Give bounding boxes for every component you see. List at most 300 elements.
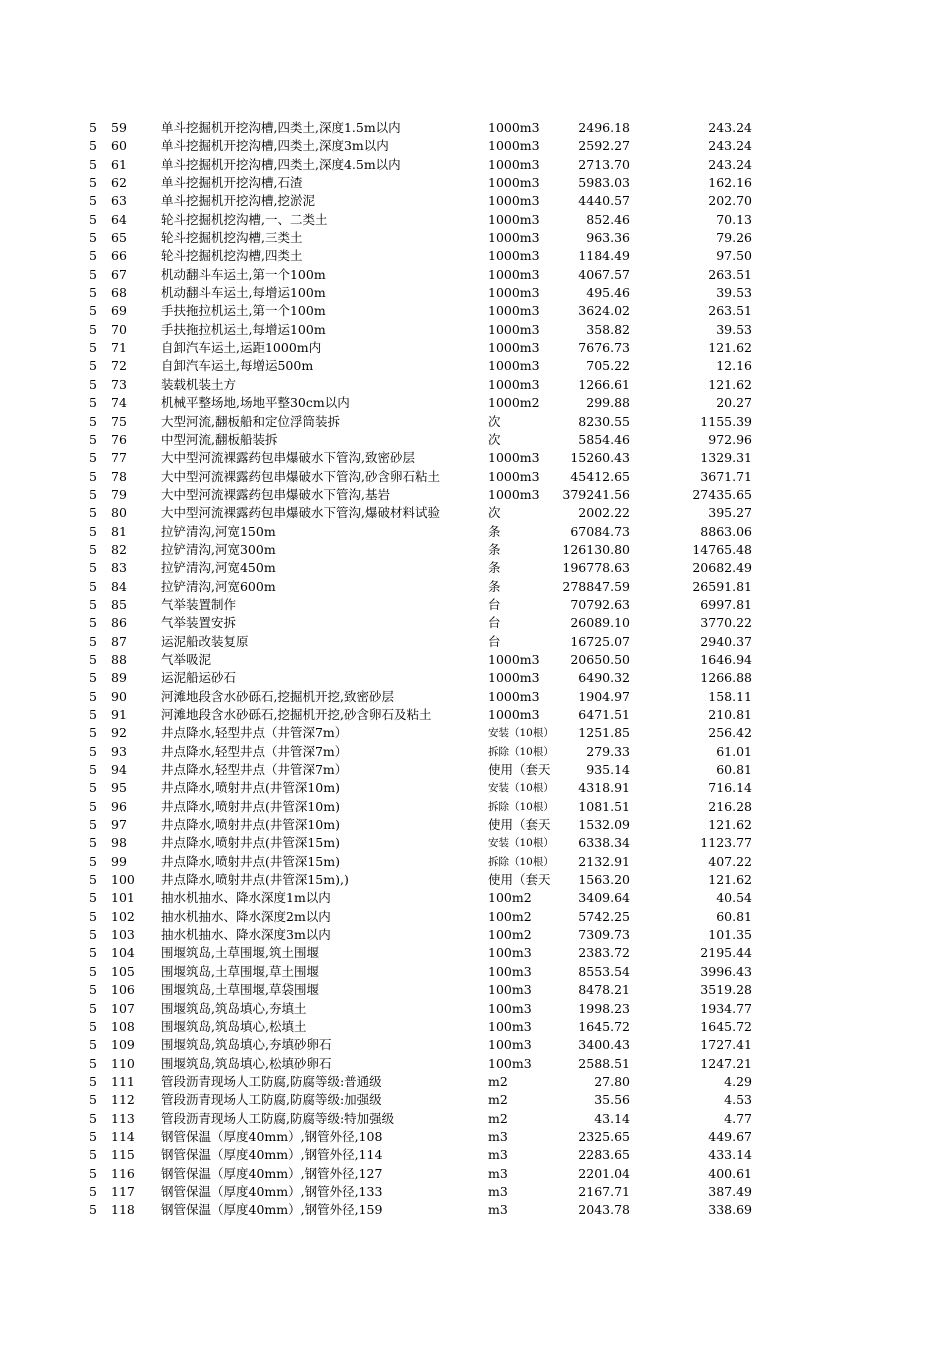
labor-cost-cell: 1247.21 — [700, 1055, 752, 1071]
base-price-cell: 67084.73 — [570, 523, 630, 539]
section-cell: 5 — [89, 1073, 97, 1089]
section-cell: 5 — [89, 285, 97, 301]
table-row — [0, 1165, 950, 1183]
table-row — [0, 596, 950, 614]
table-row — [0, 523, 950, 541]
base-price-cell: 1904.97 — [578, 688, 630, 704]
unit-cell: 100m3 — [488, 945, 532, 961]
section-cell: 5 — [89, 1110, 97, 1126]
labor-cost-cell: 338.69 — [708, 1202, 752, 1218]
item-number-cell: 73 — [111, 376, 127, 392]
item-number-cell: 86 — [111, 615, 127, 631]
unit-cell: 条 — [488, 523, 501, 539]
base-price-cell: 5983.03 — [578, 175, 630, 191]
section-cell: 5 — [89, 743, 97, 759]
unit-cell: 1000m3 — [488, 486, 540, 502]
labor-cost-cell: 26591.81 — [692, 578, 752, 594]
section-cell: 5 — [89, 358, 97, 374]
section-cell: 5 — [89, 982, 97, 998]
item-name-cell: 钢管保温（厚度40mm）,钢管外径,159 — [161, 1202, 383, 1218]
base-price-cell: 2002.22 — [578, 505, 630, 521]
table-row — [0, 1055, 950, 1073]
section-cell: 5 — [89, 211, 97, 227]
table-row — [0, 1146, 950, 1164]
table-row — [0, 651, 950, 669]
labor-cost-cell: 60.81 — [716, 762, 752, 778]
table-row — [0, 1000, 950, 1018]
base-price-cell: 2588.51 — [578, 1055, 630, 1071]
unit-cell: 1000m3 — [488, 688, 540, 704]
item-name-cell: 围堰筑岛,筑岛填心,松填土 — [161, 1018, 307, 1034]
base-price-cell: 20650.50 — [570, 651, 630, 667]
labor-cost-cell: 243.24 — [708, 156, 752, 172]
item-name-cell: 单斗挖掘机开挖沟槽,四类土,深度1.5m以内 — [161, 120, 401, 135]
item-name-cell: 围堰筑岛,筑岛填心,夯填砂卵石 — [161, 1037, 332, 1053]
item-number-cell: 81 — [111, 523, 127, 539]
unit-cell: m2 — [488, 1110, 508, 1126]
item-number-cell: 80 — [111, 505, 127, 521]
table-row — [0, 853, 950, 871]
item-number-cell: 65 — [111, 230, 127, 246]
section-cell: 5 — [89, 376, 97, 392]
unit-cell: 1000m3 — [488, 321, 540, 337]
item-name-cell: 河滩地段含水砂砾石,挖掘机开挖,砂含卵石及粘土 — [161, 707, 432, 722]
table-row — [0, 266, 950, 284]
table-row — [0, 633, 950, 651]
unit-cell: m2 — [488, 1092, 508, 1108]
unit-cell: m3 — [488, 1165, 508, 1181]
base-price-cell: 2043.78 — [578, 1202, 630, 1218]
unit-cell: m3 — [488, 1202, 508, 1218]
labor-cost-cell: 1646.94 — [700, 651, 752, 667]
item-number-cell: 115 — [111, 1147, 135, 1163]
table-row — [0, 468, 950, 486]
item-name-cell: 单斗挖掘机开挖沟槽,石渣 — [161, 175, 303, 191]
labor-cost-cell: 1123.77 — [700, 835, 752, 851]
table-row — [0, 247, 950, 265]
labor-cost-cell: 1155.39 — [700, 413, 752, 429]
item-number-cell: 62 — [111, 175, 127, 191]
item-number-cell: 59 — [111, 120, 127, 135]
item-number-cell: 97 — [111, 817, 127, 833]
base-price-cell: 3409.64 — [578, 890, 630, 906]
item-name-cell: 大中型河流裸露药包串爆破水下管沟,基岩 — [161, 486, 390, 502]
item-name-cell: 围堰筑岛,筑岛填心,松填砂卵石 — [161, 1055, 332, 1071]
item-number-cell: 75 — [111, 413, 127, 429]
item-name-cell: 大中型河流裸露药包串爆破水下管沟,爆破材料试验 — [161, 505, 440, 521]
section-cell: 5 — [89, 395, 97, 411]
labor-cost-cell: 3671.71 — [700, 468, 752, 484]
item-number-cell: 104 — [111, 945, 135, 961]
labor-cost-cell: 70.13 — [716, 211, 752, 227]
table-row — [0, 174, 950, 192]
section-cell: 5 — [89, 266, 97, 282]
section-cell: 5 — [89, 340, 97, 356]
item-number-cell: 84 — [111, 578, 127, 594]
item-name-cell: 抽水机抽水、降水深度3m以内 — [161, 927, 331, 943]
base-price-cell: 1645.72 — [578, 1018, 630, 1034]
table-row — [0, 1018, 950, 1036]
base-price-cell: 279.33 — [586, 743, 630, 759]
labor-cost-cell: 121.62 — [708, 376, 752, 392]
item-number-cell: 93 — [111, 743, 127, 759]
unit-cell: m2 — [488, 1073, 508, 1089]
item-number-cell: 111 — [111, 1073, 135, 1089]
item-number-cell: 70 — [111, 321, 127, 337]
base-price-cell: 8230.55 — [578, 413, 630, 429]
labor-cost-cell: 449.67 — [708, 1128, 752, 1144]
table-row — [0, 1091, 950, 1109]
unit-cell: 安装（10根） — [488, 727, 554, 740]
item-name-cell: 自卸汽车运土,运距1000m内 — [161, 340, 322, 356]
unit-cell: 100m3 — [488, 963, 532, 979]
item-name-cell: 轮斗挖掘机挖沟槽,四类土 — [161, 248, 303, 264]
unit-cell: 次 — [488, 431, 501, 447]
unit-cell: 使用（套天 — [488, 817, 551, 833]
table-row — [0, 449, 950, 467]
base-price-cell: 45412.65 — [570, 468, 630, 484]
section-cell: 5 — [89, 615, 97, 631]
unit-cell: m3 — [488, 1147, 508, 1163]
labor-cost-cell: 14765.48 — [692, 541, 752, 557]
item-name-cell: 气举装置制作 — [161, 596, 237, 612]
item-number-cell: 94 — [111, 762, 127, 778]
item-name-cell: 井点降水,轻型井点（井管深7m） — [161, 762, 348, 778]
labor-cost-cell: 400.61 — [708, 1165, 752, 1181]
unit-cell: 100m3 — [488, 1037, 532, 1053]
item-number-cell: 68 — [111, 285, 127, 301]
item-name-cell: 单斗挖掘机开挖沟槽,挖淤泥 — [161, 193, 315, 209]
section-cell: 5 — [89, 138, 97, 154]
base-price-cell: 126130.80 — [562, 541, 630, 557]
item-number-cell: 101 — [111, 890, 135, 906]
base-price-cell: 495.46 — [586, 285, 630, 301]
section-cell: 5 — [89, 156, 97, 172]
unit-cell: 1000m3 — [488, 707, 540, 722]
labor-cost-cell: 263.51 — [708, 303, 752, 319]
unit-cell: 条 — [488, 560, 501, 576]
item-name-cell: 轮斗挖掘机挖沟槽,三类土 — [161, 230, 303, 246]
table-row — [0, 394, 950, 412]
item-number-cell: 103 — [111, 927, 135, 943]
labor-cost-cell: 263.51 — [708, 266, 752, 282]
item-name-cell: 中型河流,翻板船装拆 — [161, 431, 278, 447]
base-price-cell: 2167.71 — [578, 1183, 630, 1199]
base-price-cell: 2325.65 — [578, 1128, 630, 1144]
item-name-cell: 手扶拖拉机运土,第一个100m — [161, 303, 326, 319]
base-price-cell: 27.80 — [594, 1073, 630, 1089]
table-row — [0, 944, 950, 962]
item-name-cell: 管段沥青现场人工防腐,防腐等级:特加强级 — [161, 1110, 395, 1126]
item-name-cell: 井点降水,轻型井点（井管深7m） — [161, 743, 348, 759]
unit-cell: 100m3 — [488, 1018, 532, 1034]
base-price-cell: 7676.73 — [578, 340, 630, 356]
section-cell: 5 — [89, 1018, 97, 1034]
item-name-cell: 钢管保温（厚度40mm）,钢管外径,133 — [161, 1183, 383, 1199]
labor-cost-cell: 2940.37 — [700, 633, 752, 649]
labor-cost-cell: 243.24 — [708, 120, 752, 135]
item-name-cell: 气举吸泥 — [161, 651, 212, 667]
base-price-cell: 7309.73 — [578, 927, 630, 943]
section-cell: 5 — [89, 1165, 97, 1181]
base-price-cell: 1998.23 — [578, 1000, 630, 1016]
section-cell: 5 — [89, 1092, 97, 1108]
item-name-cell: 管段沥青现场人工防腐,防腐等级:普通级 — [161, 1073, 382, 1089]
table-row — [0, 963, 950, 981]
base-price-cell: 26089.10 — [570, 615, 630, 631]
item-name-cell: 单斗挖掘机开挖沟槽,四类土,深度4.5m以内 — [161, 156, 401, 172]
base-price-cell: 2713.70 — [578, 156, 630, 172]
section-cell: 5 — [89, 835, 97, 851]
table-row — [0, 1183, 950, 1201]
section-cell: 5 — [89, 120, 97, 135]
base-price-cell: 4318.91 — [578, 780, 630, 796]
item-number-cell: 105 — [111, 963, 135, 979]
item-number-cell: 61 — [111, 156, 127, 172]
unit-cell: 台 — [488, 596, 501, 612]
base-price-cell: 379241.56 — [562, 486, 630, 502]
labor-cost-cell: 3996.43 — [700, 963, 752, 979]
section-cell: 5 — [89, 762, 97, 778]
section-cell: 5 — [89, 1147, 97, 1163]
labor-cost-cell: 79.26 — [716, 230, 752, 246]
item-number-cell: 98 — [111, 835, 127, 851]
unit-cell: 1000m3 — [488, 266, 540, 282]
base-price-cell: 1563.20 — [578, 872, 630, 888]
labor-cost-cell: 20.27 — [716, 395, 752, 411]
labor-cost-cell: 387.49 — [708, 1183, 752, 1199]
item-name-cell: 运泥船运砂石 — [161, 670, 237, 686]
section-cell: 5 — [89, 413, 97, 429]
table-row — [0, 486, 950, 504]
section-cell: 5 — [89, 1183, 97, 1199]
item-name-cell: 自卸汽车运土,每增运500m — [161, 358, 314, 374]
table-row — [0, 871, 950, 889]
table-row — [0, 779, 950, 797]
item-number-cell: 76 — [111, 431, 127, 447]
section-cell: 5 — [89, 1128, 97, 1144]
item-name-cell: 围堰筑岛,筑岛填心,夯填土 — [161, 1000, 307, 1016]
section-cell: 5 — [89, 798, 97, 814]
unit-cell: 1000m3 — [488, 450, 540, 466]
labor-cost-cell: 1934.77 — [700, 1000, 752, 1016]
labor-cost-cell: 256.42 — [708, 725, 752, 741]
section-cell: 5 — [89, 248, 97, 264]
section-cell: 5 — [89, 230, 97, 246]
base-price-cell: 278847.59 — [562, 578, 630, 594]
table-row — [0, 798, 950, 816]
unit-cell: 1000m3 — [488, 376, 540, 392]
unit-cell: 100m2 — [488, 908, 532, 924]
labor-cost-cell: 121.62 — [708, 817, 752, 833]
unit-cell: 拆除（10根） — [488, 855, 554, 868]
base-price-cell: 2592.27 — [578, 138, 630, 154]
labor-cost-cell: 1329.31 — [700, 450, 752, 466]
table-row — [0, 1110, 950, 1128]
table-row — [0, 889, 950, 907]
item-name-cell: 井点降水,喷射井点(井管深15m),) — [161, 872, 349, 888]
section-cell: 5 — [89, 963, 97, 979]
unit-cell: 拆除（10根） — [488, 745, 554, 758]
unit-cell: 次 — [488, 413, 501, 429]
unit-cell: 1000m3 — [488, 175, 540, 191]
labor-cost-cell: 39.53 — [716, 285, 752, 301]
item-number-cell: 108 — [111, 1018, 135, 1034]
base-price-cell: 2283.65 — [578, 1147, 630, 1163]
item-name-cell: 抽水机抽水、降水深度2m以内 — [161, 908, 331, 924]
item-name-cell: 机动翻斗车运土,每增运100m — [161, 285, 326, 301]
item-number-cell: 116 — [111, 1165, 135, 1181]
unit-cell: 1000m3 — [488, 303, 540, 319]
item-number-cell: 89 — [111, 670, 127, 686]
unit-cell: 1000m3 — [488, 670, 540, 686]
table-row — [0, 431, 950, 449]
table-row — [0, 761, 950, 779]
labor-cost-cell: 1727.41 — [700, 1037, 752, 1053]
item-name-cell: 大中型河流裸露药包串爆破水下管沟,砂含卵石粘土 — [161, 468, 440, 484]
unit-cell: 使用（套天 — [488, 872, 551, 888]
base-price-cell: 43.14 — [594, 1110, 630, 1126]
labor-cost-cell: 27435.65 — [692, 486, 752, 502]
item-number-cell: 102 — [111, 908, 135, 924]
base-price-cell: 8478.21 — [578, 982, 630, 998]
item-number-cell: 91 — [111, 707, 127, 722]
item-number-cell: 107 — [111, 1000, 135, 1016]
table-row — [0, 1128, 950, 1146]
table-row — [0, 229, 950, 247]
base-price-cell: 35.56 — [594, 1092, 630, 1108]
base-price-cell: 6490.32 — [578, 670, 630, 686]
item-number-cell: 117 — [111, 1183, 135, 1199]
section-cell: 5 — [89, 596, 97, 612]
item-number-cell: 82 — [111, 541, 127, 557]
labor-cost-cell: 243.24 — [708, 138, 752, 154]
table-row — [0, 192, 950, 210]
item-name-cell: 抽水机抽水、降水深度1m以内 — [161, 890, 331, 906]
item-number-cell: 74 — [111, 395, 127, 411]
item-number-cell: 112 — [111, 1092, 135, 1108]
labor-cost-cell: 6997.81 — [700, 596, 752, 612]
item-name-cell: 围堰筑岛,土草围堰,筑土围堰 — [161, 945, 319, 961]
section-cell: 5 — [89, 707, 97, 722]
table-row — [0, 743, 950, 761]
unit-cell: 1000m3 — [488, 138, 540, 154]
section-cell: 5 — [89, 872, 97, 888]
labor-cost-cell: 40.54 — [716, 890, 752, 906]
item-name-cell: 围堰筑岛,土草围堰,草袋围堰 — [161, 982, 319, 998]
table-row — [0, 211, 950, 229]
labor-cost-cell: 39.53 — [716, 321, 752, 337]
unit-cell: m3 — [488, 1183, 508, 1199]
section-cell: 5 — [89, 431, 97, 447]
base-price-cell: 6471.51 — [578, 707, 630, 722]
item-name-cell: 钢管保温（厚度40mm）,钢管外径,114 — [161, 1147, 383, 1163]
unit-cell: 1000m3 — [488, 193, 540, 209]
table-row — [0, 834, 950, 852]
unit-cell: 1000m3 — [488, 651, 540, 667]
unit-cell: 条 — [488, 578, 501, 594]
labor-cost-cell: 20682.49 — [692, 560, 752, 576]
section-cell: 5 — [89, 505, 97, 521]
labor-cost-cell: 1645.72 — [700, 1018, 752, 1034]
unit-cell: 安装（10根） — [488, 837, 554, 850]
item-name-cell: 拉铲清沟,河宽450m — [161, 560, 276, 576]
section-cell: 5 — [89, 523, 97, 539]
labor-cost-cell: 4.29 — [724, 1073, 752, 1089]
item-name-cell: 大中型河流裸露药包串爆破水下管沟,致密砂层 — [161, 450, 415, 466]
item-name-cell: 装载机装土方 — [161, 376, 237, 392]
labor-cost-cell: 121.62 — [708, 872, 752, 888]
item-name-cell: 手扶拖拉机运土,每增运100m — [161, 321, 326, 337]
unit-cell: 1000m3 — [488, 248, 540, 264]
table-row — [0, 724, 950, 742]
item-number-cell: 88 — [111, 651, 127, 667]
table-row — [0, 137, 950, 155]
base-price-cell: 70792.63 — [570, 596, 630, 612]
section-cell: 5 — [89, 541, 97, 557]
item-name-cell: 河滩地段含水砂砾石,挖掘机开挖,致密砂层 — [161, 688, 394, 704]
item-name-cell: 拉铲清沟,河宽150m — [161, 523, 276, 539]
labor-cost-cell: 60.81 — [716, 908, 752, 924]
item-name-cell: 机动翻斗车运土,第一个100m — [161, 266, 326, 282]
unit-cell: 1000m2 — [488, 395, 540, 411]
item-number-cell: 90 — [111, 688, 127, 704]
base-price-cell: 705.22 — [586, 358, 630, 374]
item-number-cell: 79 — [111, 486, 127, 502]
item-number-cell: 106 — [111, 982, 135, 998]
item-number-cell: 100 — [111, 872, 135, 888]
table-row — [0, 504, 950, 522]
item-number-cell: 78 — [111, 468, 127, 484]
labor-cost-cell: 395.27 — [708, 505, 752, 521]
unit-cell: 1000m3 — [488, 468, 540, 484]
section-cell: 5 — [89, 1037, 97, 1053]
unit-cell: 100m3 — [488, 1055, 532, 1071]
unit-cell: 1000m3 — [488, 156, 540, 172]
section-cell: 5 — [89, 560, 97, 576]
item-name-cell: 井点降水,喷射井点(井管深15m) — [161, 835, 340, 851]
base-price-cell: 196778.63 — [562, 560, 630, 576]
item-number-cell: 69 — [111, 303, 127, 319]
labor-cost-cell: 202.70 — [708, 193, 752, 209]
base-price-cell: 5742.25 — [578, 908, 630, 924]
base-price-cell: 935.14 — [586, 762, 630, 778]
unit-cell: 100m2 — [488, 890, 532, 906]
base-price-cell: 15260.43 — [570, 450, 630, 466]
section-cell: 5 — [89, 578, 97, 594]
item-name-cell: 井点降水,喷射井点(井管深10m) — [161, 780, 340, 796]
item-name-cell: 管段沥青现场人工防腐,防腐等级:加强级 — [161, 1092, 382, 1108]
section-cell: 5 — [89, 486, 97, 502]
labor-cost-cell: 101.35 — [708, 927, 752, 943]
unit-cell: 拆除（10根） — [488, 800, 554, 813]
base-price-cell: 8553.54 — [578, 963, 630, 979]
item-number-cell: 87 — [111, 633, 127, 649]
section-cell: 5 — [89, 303, 97, 319]
section-cell: 5 — [89, 450, 97, 466]
item-name-cell: 轮斗挖掘机挖沟槽,一、二类土 — [161, 211, 328, 227]
unit-cell: 1000m3 — [488, 230, 540, 246]
unit-cell: 台 — [488, 615, 501, 631]
table-row — [0, 706, 950, 724]
section-cell: 5 — [89, 908, 97, 924]
unit-cell: 次 — [488, 505, 501, 521]
item-name-cell: 钢管保温（厚度40mm）,钢管外径,127 — [161, 1165, 383, 1181]
labor-cost-cell: 4.77 — [724, 1110, 752, 1126]
labor-cost-cell: 972.96 — [708, 431, 752, 447]
item-name-cell: 单斗挖掘机开挖沟槽,四类土,深度3m以内 — [161, 138, 389, 154]
section-cell: 5 — [89, 1202, 97, 1218]
